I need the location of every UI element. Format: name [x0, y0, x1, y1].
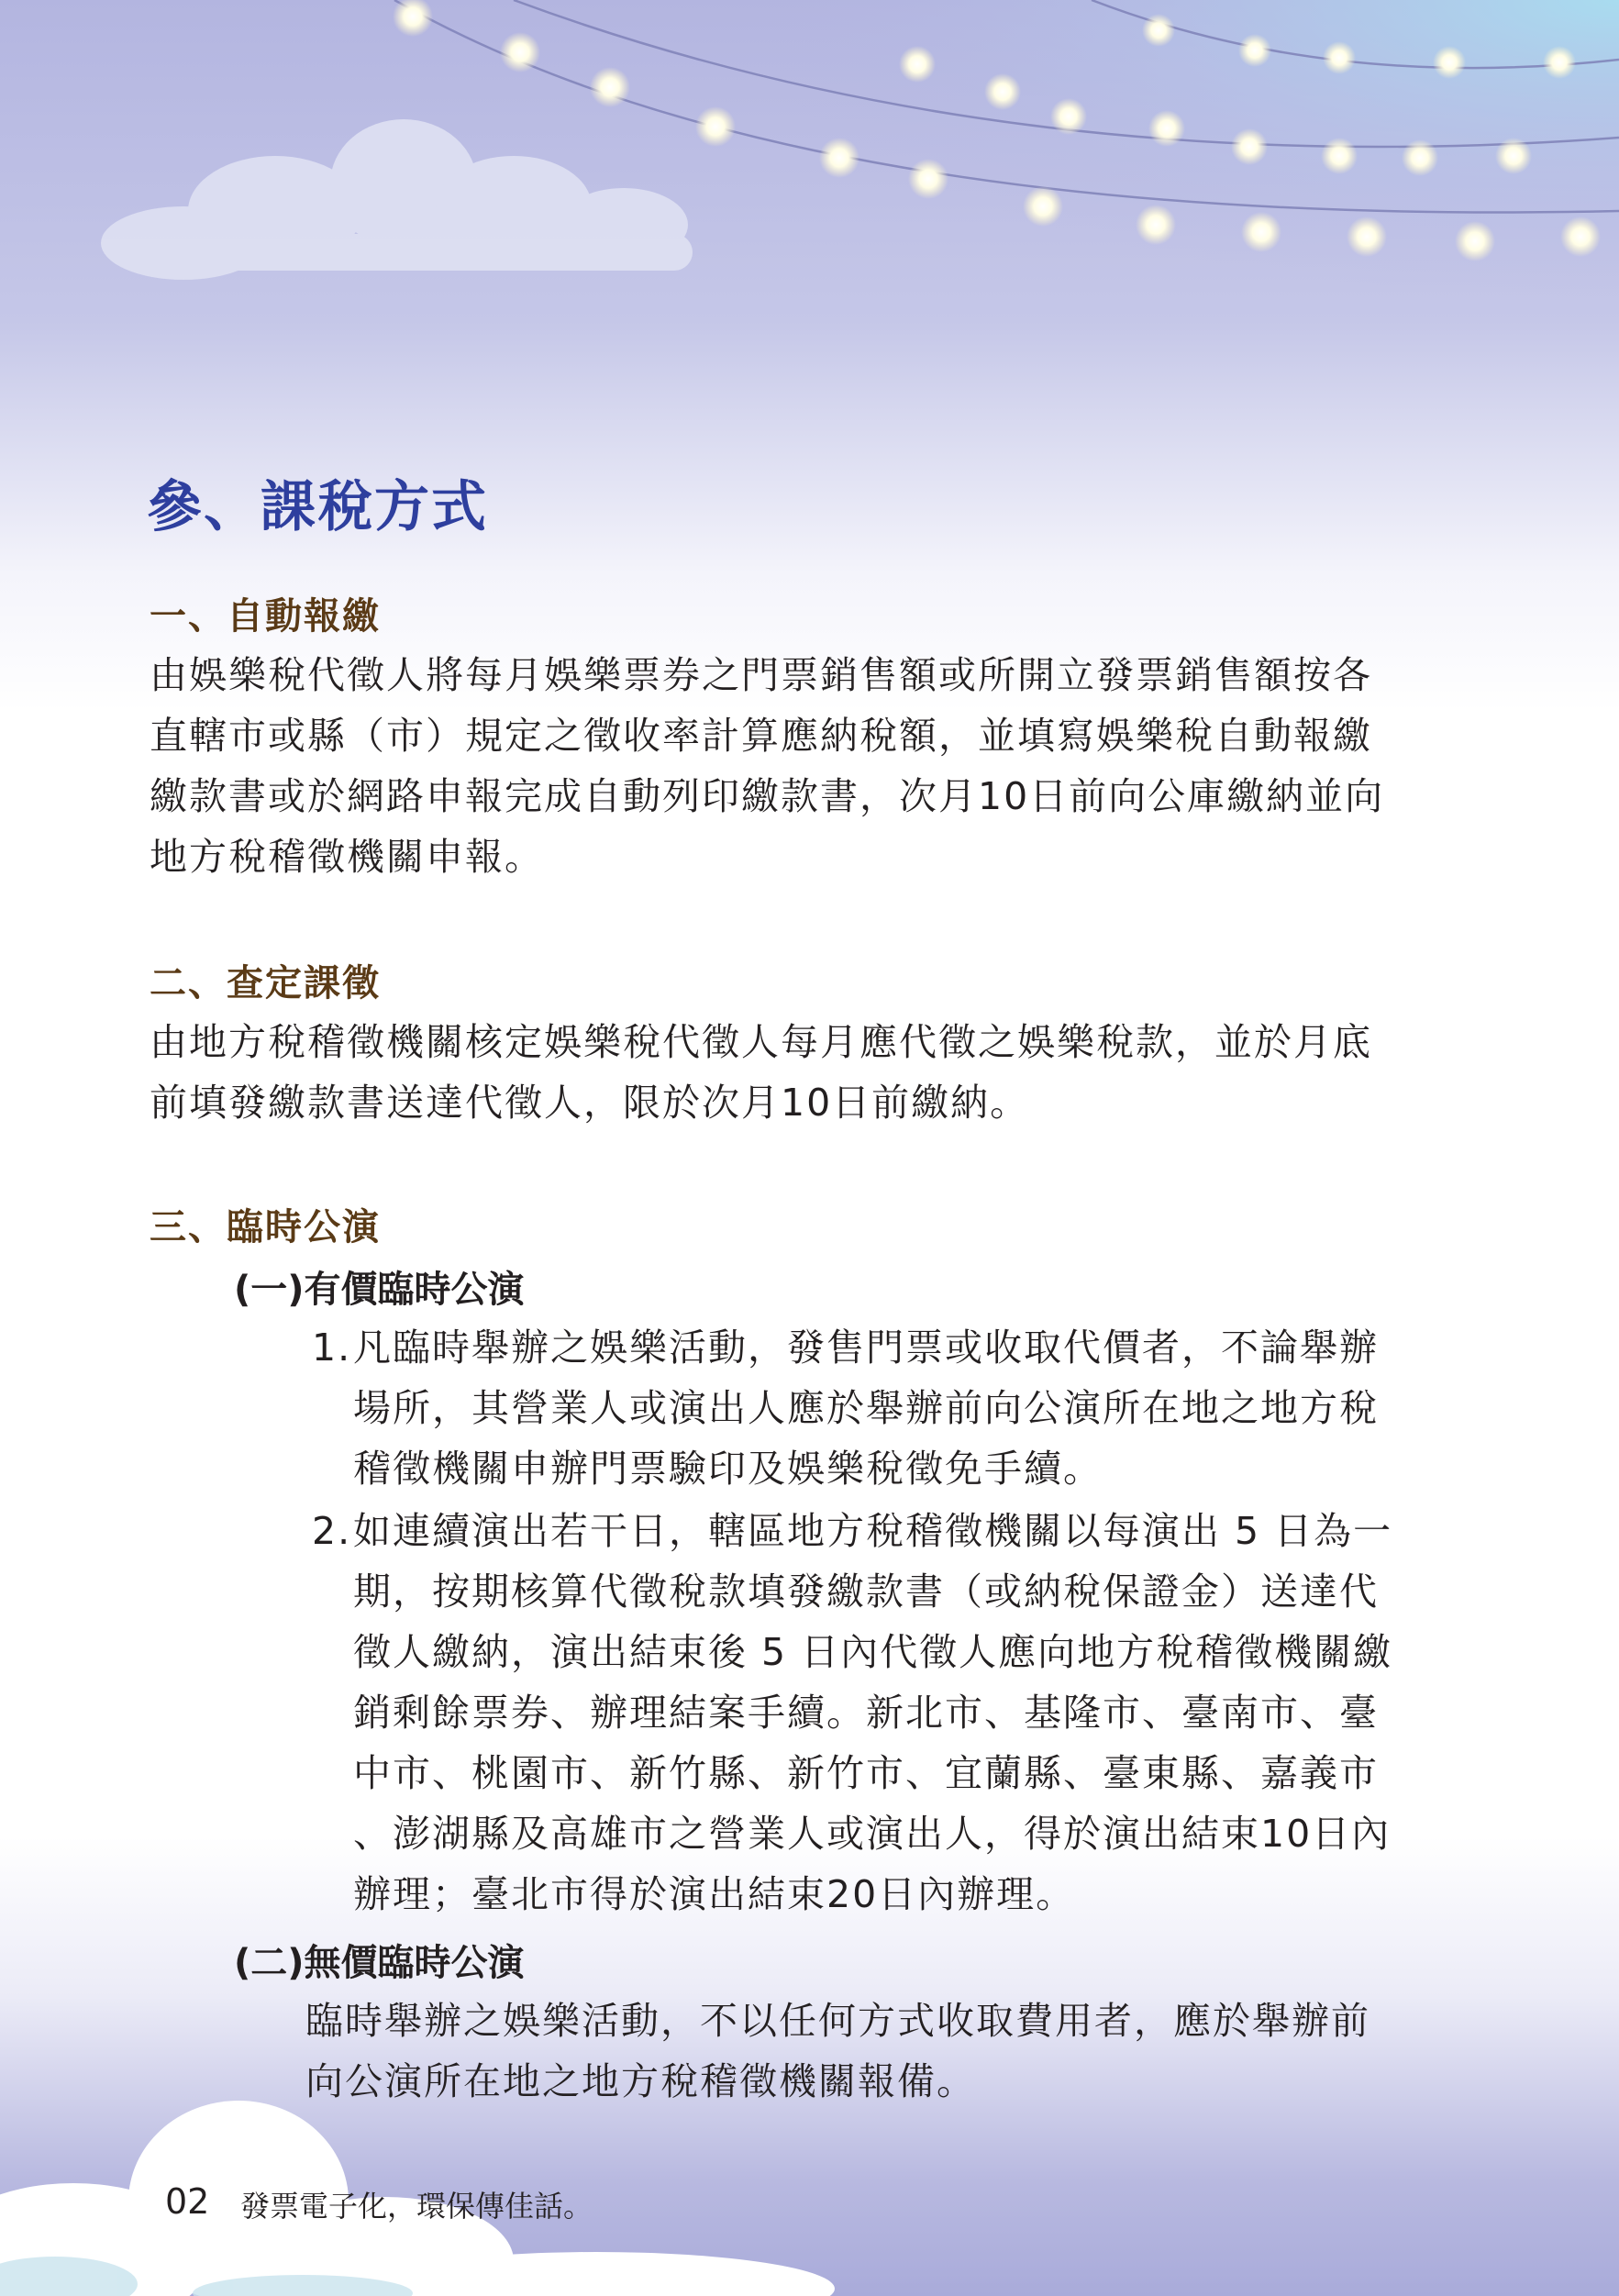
text-line: 徵人繳納，演出結束後 5 日內代徵人應向地方稅稽徵機關繳 — [353, 1630, 1393, 1674]
text-line: 地方稅稽徵機關申報。 — [150, 835, 544, 879]
text-line: 直轄市或縣（市）規定之徵收率計算應納稅額，並填寫娛樂稅自動報繳 — [150, 714, 1372, 758]
text-line: 如連續演出若干日，轄區地方稅稽徵機關以每演出 5 日為一 — [353, 1509, 1393, 1553]
footer-slogan: 發票電子化，環保傳佳話。 — [240, 2189, 593, 2224]
section-heading-temporary-performance: 三、臨時公演 — [150, 1206, 381, 1248]
text-line: 前填發繳款書送達代徵人，限於次月10日前繳納。 — [150, 1081, 1030, 1125]
text-line: 凡臨時舉辦之娛樂活動，發售門票或收取代價者，不論舉辦 — [353, 1325, 1379, 1370]
section-body-auto-filing — [150, 645, 1384, 887]
text-line: 繳款書或於網路申報完成自動列印繳款書，次月10日前向公庫繳納並向 — [150, 774, 1385, 818]
subsection-body-free — [305, 1991, 1370, 2112]
subsection-heading-free: (二)無價臨時公演 — [234, 1942, 525, 1984]
text-line: 期，按期核算代徵稅款填發繳款書（或納稅保證金）送達代 — [353, 1569, 1379, 1614]
text-line: 辦理；臺北市得於演出結束20日內辦理。 — [353, 1872, 1076, 1916]
text-line: 、澎湖縣及高雄市之營業人或演出人，得於演出結束10日內 — [353, 1812, 1392, 1856]
list-number: 2. — [312, 1509, 352, 1553]
sky-glow — [642, 0, 1619, 330]
cloud-icon — [101, 119, 693, 280]
text-line: 由地方稅稽徵機關核定娛樂稅代徵人每月應代徵之娛樂稅款，並於月底 — [150, 1020, 1372, 1064]
text-line: 稽徵機關申辦門票驗印及娛樂稅徵免手續。 — [353, 1447, 1103, 1491]
section-heading-assessment: 二、查定課徵 — [150, 962, 381, 1004]
string-lights-clouds-illustration — [0, 0, 1619, 477]
text-line: 向公演所在地之地方稅稽徵機關報備。 — [305, 2059, 976, 2103]
list-item-2 — [312, 1501, 1392, 1924]
page-number: 02 — [165, 2181, 210, 2222]
section-body-assessment — [150, 1012, 1372, 1133]
text-line: 臨時舉辦之娛樂活動，不以任何方式收取費用者，應於舉辦前 — [305, 1999, 1370, 2043]
text-line: 場所，其營業人或演出人應於舉辦前向公演所在地之地方稅 — [353, 1386, 1379, 1430]
text-line: 中市、桃園市、新竹縣、新竹市、宜蘭縣、臺東縣、嘉義市 — [353, 1751, 1379, 1795]
text-line: 銷剩餘票券、辦理結案手續。新北市、基隆市、臺南市、臺 — [353, 1691, 1379, 1735]
list-number: 1. — [312, 1325, 352, 1370]
page-title: 參、課稅方式 — [147, 475, 488, 539]
section-heading-auto-filing: 一、自動報繳 — [150, 595, 381, 638]
list-item-1 — [312, 1317, 1379, 1499]
text-line: 由娛樂稅代徵人將每月娛樂票券之門票銷售額或所開立發票銷售額按各 — [150, 653, 1372, 697]
subsection-heading-paid: (一)有價臨時公演 — [234, 1269, 525, 1311]
